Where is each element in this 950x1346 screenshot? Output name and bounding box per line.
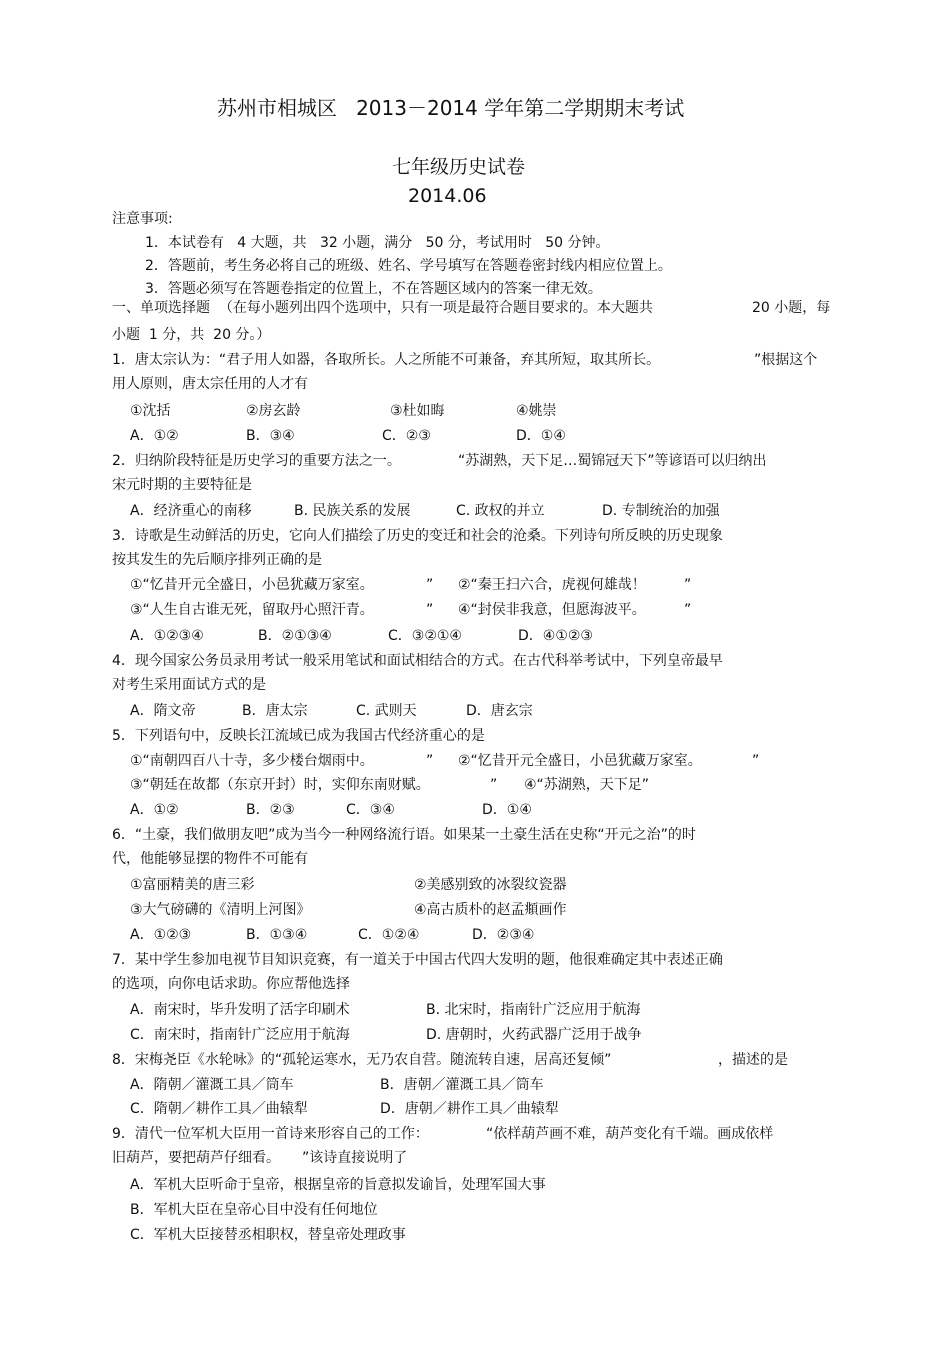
answer-option: B．唐太宗 [242, 703, 308, 719]
answer-option: D．②③④ [472, 927, 535, 943]
answer-option: A．①② [130, 428, 179, 444]
answer-option: A．南宋时，毕升发明了活字印刷术 [130, 1002, 350, 1018]
answer-option: A．①②③④ [130, 628, 204, 644]
section-heading-tail: 20 小题，每 [752, 300, 831, 316]
answer-option: D．④①②③ [518, 628, 593, 644]
question-stem: 1．唐太宗认为：“君子用人如器，各取所长。人之所能不可兼备，弃其所短，取其所长。 [112, 352, 661, 368]
answer-option: D．①④ [516, 428, 566, 444]
answer-option: A．军机大臣听命于皇帝，根据皇帝的旨意拟发谕旨，处理军国大事 [130, 1177, 546, 1193]
question-item: ②“忆昔开元全盛日，小邑犹藏万家室。 [458, 753, 702, 769]
question-stem: 5．下列语句中，反映长江流域已成为我国古代经济重心的是 [112, 728, 485, 744]
question-stem: 代，他能够显摆的物件不可能有 [112, 851, 308, 867]
notes-item: 2．答题前，考生务必将自己的班级、姓名、学号填写在答题卷密封线内相应位置上。 [145, 258, 672, 274]
question-stem: 用人原则，唐太宗任用的人才有 [112, 376, 308, 392]
question-stem: 3．诗歌是生动鲜活的历史，它向人们描绘了历史的变迁和社会的沧桑。下列诗句所反映的历史现象 [112, 528, 723, 544]
quote-close: ” [684, 602, 692, 618]
answer-option: C．南宋时，指南针广泛应用于航海 [130, 1027, 350, 1043]
answer-option: A．①② [130, 802, 179, 818]
question-item: ④姚崇 [516, 403, 557, 419]
question-item: ④高古质朴的赵孟頫画作 [414, 902, 567, 918]
question-item: ①沈括 [130, 403, 171, 419]
question-stem: 宋元时期的主要特征是 [112, 477, 252, 493]
question-stem-tail: ，描述的是 [718, 1052, 788, 1068]
answer-option: B．军机大臣在皇帝心目中没有任何地位 [130, 1202, 378, 1218]
question-item: ③杜如晦 [390, 403, 445, 419]
question-item: ②房玄龄 [246, 403, 301, 419]
question-item: ③“朝廷在故都（东京开封）时，实仰东南财赋。 [130, 777, 430, 793]
notes-item: 1．本试卷有 4 大题，共 32 小题，满分 50 分，考试用时 50 分钟。 [145, 235, 610, 251]
question-stem-tail: ”根据这个 [754, 352, 818, 368]
answer-option: D．唐玄宗 [466, 703, 533, 719]
answer-option: C．隋朝／耕作工具／曲辕犁 [130, 1101, 308, 1117]
answer-option: B．①③④ [246, 927, 308, 943]
answer-option: C．军机大臣接替丞相职权，替皇帝处理政事 [130, 1227, 406, 1243]
answer-option: B．③④ [246, 428, 295, 444]
quote-close: ” [426, 753, 434, 769]
question-stem: 4．现今国家公务员录用考试一般采用笔试和面试相结合的方式。在古代科举考试中，下列皇帝最早 [112, 653, 723, 669]
question-item: ①“南朝四百八十寺，多少楼台烟雨中。 [130, 753, 374, 769]
answer-option: D．①④ [482, 802, 532, 818]
question-stem: 6．“土豪，我们做朋友吧”成为当今一种网络流行语。如果某一土豪生活在史称“开元之治”的时 [112, 827, 696, 843]
quote-close: ” [426, 577, 434, 593]
section-heading-line2: 小题 1 分，共 20 分。） [112, 327, 271, 343]
question-stem: 旧葫芦，要把葫芦仔细看。 [112, 1150, 280, 1166]
question-stem: 9．清代一位军机大臣用一首诗来形容自己的工作： [112, 1126, 429, 1142]
question-stem: 的选项，向你电话求助。你应帮他选择 [112, 976, 350, 992]
exam-date: 2014.06 [408, 185, 487, 207]
answer-option: B．②③ [246, 802, 295, 818]
question-stem-tail: “依样葫芦画不难，葫芦变化有千端。画成依样 [486, 1126, 774, 1142]
question-item: ①“忆昔开元全盛日，小邑犹藏万家室。 [130, 577, 374, 593]
answer-option: A．隋文帝 [130, 703, 196, 719]
quote-close: ” [684, 577, 692, 593]
question-item: ③大气磅礴的《清明上河图》 [130, 902, 311, 918]
question-stem: 按其发生的先后顺序排列正确的是 [112, 552, 322, 568]
answer-option: B．②①③④ [258, 628, 332, 644]
answer-option: C．②③ [382, 428, 431, 444]
answer-option: D．唐朝／耕作工具／曲辕犁 [380, 1101, 559, 1117]
quote-close: ” [752, 753, 760, 769]
answer-option: C．①②④ [358, 927, 420, 943]
question-stem: 对考生采用面试方式的是 [112, 677, 266, 693]
section-heading: 一、单项选择题 （在每小题列出四个选项中，只有一项是最符合题目要求的。本大题共 [112, 300, 653, 316]
answer-option: B. 民族关系的发展 [294, 503, 411, 519]
quote-close: ” [426, 602, 434, 618]
notes-heading: 注意事项: [112, 211, 173, 227]
answer-option: A．隋朝／灌溉工具／筒车 [130, 1077, 294, 1093]
answer-option: C. 政权的并立 [456, 503, 545, 519]
question-stem: 8．宋梅尧臣《水轮咏》的“孤轮运寒水，无乃农自营。随流转自速，居高还复倾” [112, 1052, 612, 1068]
question-stem-tail: ”该诗直接说明了 [302, 1150, 408, 1166]
question-stem-tail: “苏湖熟，天下足…蜀锦冠天下”等谚语可以归纳出 [458, 453, 767, 469]
question-stem: 7．某中学生参加电视节目知识竞赛，有一道关于中国古代四大发明的题，他很难确定其中表述正确 [112, 952, 723, 968]
exam-subtitle: 七年级历史试卷 [392, 156, 526, 178]
answer-option: B. 北宋时，指南针广泛应用于航海 [426, 1002, 641, 1018]
question-item: ②“秦王扫六合，虎视何雄哉！ [458, 577, 646, 593]
question-item: ②美感别致的冰裂纹瓷器 [414, 877, 567, 893]
question-item: ③“人生自古谁无死，留取丹心照汗青。 [130, 602, 374, 618]
answer-option: C．③④ [346, 802, 395, 818]
answer-option: C．③②①④ [388, 628, 462, 644]
question-item: ①富丽精美的唐三彩 [130, 877, 255, 893]
answer-option: C. 武则天 [356, 703, 417, 719]
question-item: ④“苏湖熟，天下足” [524, 777, 650, 793]
question-stem: 2．归纳阶段特征是历史学习的重要方法之一。 [112, 453, 401, 469]
question-item: ④“封侯非我意，但愿海波平。 [458, 602, 646, 618]
answer-option: D. 专制统治的加强 [602, 503, 720, 519]
exam-title: 苏州市相城区 2013－2014 学年第二学期期末考试 [217, 96, 685, 120]
answer-option: A．经济重心的南移 [130, 503, 252, 519]
answer-option: B．唐朝／灌溉工具／筒车 [380, 1077, 544, 1093]
answer-option: A．①②③ [130, 927, 192, 943]
notes-item: 3．答题必须写在答题卷指定的位置上，不在答题区域内的答案一律无效。 [145, 281, 602, 297]
answer-option: D. 唐朝时，火药武器广泛用于战争 [426, 1027, 642, 1043]
quote-close: ” [490, 777, 498, 793]
